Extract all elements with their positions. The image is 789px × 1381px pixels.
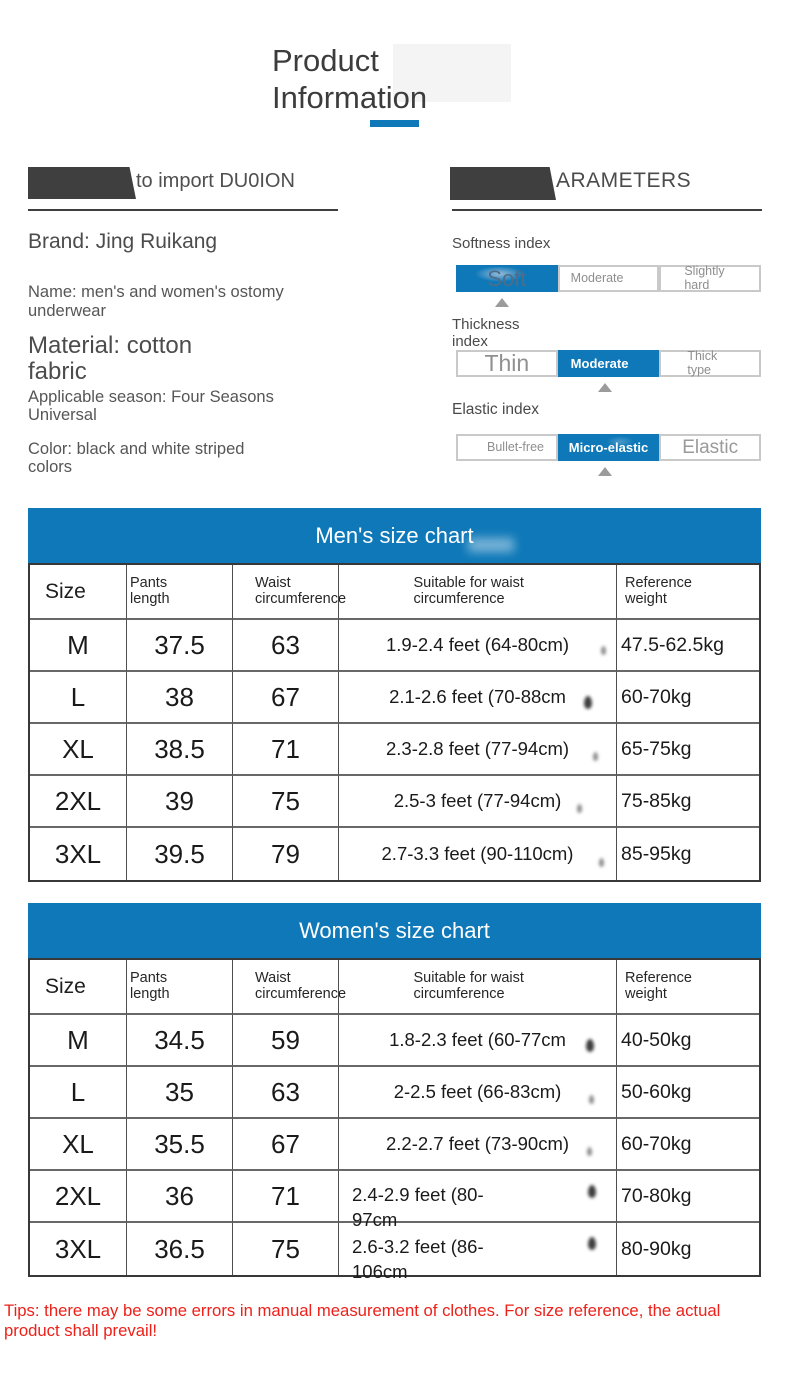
table-cell-waist [233, 1223, 339, 1275]
column-header-waist-label: Waist circumference [255, 970, 347, 1002]
thickness-selection-arrow-icon [598, 383, 612, 392]
thickness-option-thick-type [659, 350, 761, 377]
table-cell-waist [233, 1015, 339, 1067]
softness-option-slightly-hard [659, 265, 761, 292]
column-header-size [30, 960, 127, 1015]
column-header-reference-weight [617, 565, 759, 620]
elastic-selection-arrow-icon [598, 467, 612, 476]
table-cell-waist [233, 828, 339, 880]
ink-smudge-artifact [599, 858, 604, 867]
table-cell-suitable-waist [339, 828, 617, 880]
cell-value: 36 [165, 1180, 194, 1211]
table-cell-waist [233, 776, 339, 828]
column-header-waist [233, 960, 347, 1015]
cell-value: 2.2-2.7 feet (73-90cm) [385, 1133, 570, 1154]
cell-value: XL [62, 1128, 94, 1159]
cell-value: M [67, 629, 89, 660]
thickness-option-thick-type-label: Thick type [687, 349, 718, 377]
cell-value: 63 [271, 629, 300, 660]
ink-smudge-artifact [588, 1185, 596, 1198]
table-cell-suitable-waist [339, 672, 617, 724]
cell-value: 75 [271, 1233, 300, 1264]
cell-value: 35 [165, 1076, 194, 1107]
table-cell-reference-weight [617, 1015, 759, 1067]
elastic-option-bullet-free [456, 434, 558, 461]
table-cell-size [30, 1067, 127, 1119]
table-cell-suitable-waist [339, 1067, 617, 1119]
cell-value: 70-80kg [621, 1184, 692, 1207]
thickness-option-thin [456, 350, 558, 377]
cell-value: 2.3-2.8 feet (77-94cm) [385, 738, 570, 759]
cell-value: 65-75kg [621, 737, 692, 760]
table-cell-size [30, 1119, 127, 1171]
ink-smudge-artifact [586, 1039, 594, 1052]
cell-value: 35.5 [154, 1128, 205, 1159]
column-header-pants-length-label: Pants length [130, 575, 170, 607]
cell-value: 2-2.5 feet (66-83cm) [393, 1081, 562, 1102]
elastic-option-bullet-free-label: Bullet-free [487, 439, 544, 454]
right-section-header: ARAMETERS [556, 169, 692, 192]
column-header-waist [233, 565, 347, 620]
detail-season: Applicable season: Four Seasons Universal [28, 388, 274, 424]
table-cell-reference-weight [617, 1171, 759, 1223]
elastic-option-micro-elastic [558, 434, 660, 461]
mens-size-chart [28, 508, 761, 882]
column-header-suitable-waist-label: Suitable for waist circumference [413, 970, 524, 1002]
table-cell-suitable-waist [339, 776, 617, 828]
elastic-option-elastic [659, 434, 761, 461]
softness-option-moderate-label: Moderate [570, 270, 624, 285]
cell-value: L [70, 681, 86, 712]
column-header-pants-length-label: Pants length [130, 970, 170, 1002]
cell-value: L [70, 1076, 86, 1107]
left-section-header: to import DU0ION [136, 170, 295, 192]
cell-value: 80-90kg [621, 1237, 692, 1260]
column-header-suitable-waist [339, 960, 617, 1015]
table-cell-suitable-waist [339, 620, 617, 672]
column-header-size-label: Size [45, 974, 86, 998]
cell-value: 60-70kg [621, 685, 692, 708]
ink-smudge-artifact [577, 804, 582, 813]
table-cell-size [30, 1171, 127, 1223]
column-header-pants-length [127, 565, 233, 620]
column-header-reference-weight-label: Reference weight [625, 970, 692, 1002]
cell-value: 75 [271, 785, 300, 816]
product-parameters [452, 236, 764, 488]
ink-smudge-artifact [589, 1095, 594, 1104]
table-cell-size [30, 1223, 127, 1275]
cell-value: 59 [271, 1024, 300, 1055]
table-cell-pants-length [127, 1015, 233, 1067]
ink-smudge-artifact [593, 752, 598, 761]
cell-value: 2.5-3 feet (77-94cm) [393, 790, 562, 811]
cell-value: 36.5 [154, 1233, 205, 1264]
cell-value: XL [62, 733, 94, 764]
tips-text: Tips: there may be some errors in manual measurement of clothes. For size reference, the actual product shall prevail! [4, 1301, 721, 1340]
table-cell-waist [233, 1171, 339, 1223]
table-cell-size [30, 672, 127, 724]
womens-size-chart [28, 903, 761, 1282]
cell-value: 37.5 [154, 629, 205, 660]
softness-option-slightly-hard-label: Slightly hard [684, 264, 725, 292]
cell-value: 2.6-3.2 feet (86-106cm [352, 1236, 484, 1282]
softness-option-moderate [558, 265, 660, 292]
column-header-size-label: Size [45, 579, 86, 603]
cell-value: 38 [165, 681, 194, 712]
cell-value: 79 [271, 838, 300, 869]
table-cell-reference-weight [617, 1223, 759, 1275]
cell-value: 39 [165, 785, 194, 816]
softness-index-label: Softness index [452, 235, 551, 252]
softness-selection-arrow-icon [495, 298, 509, 307]
table-cell-pants-length [127, 724, 233, 776]
column-header-reference-weight-label: Reference weight [625, 575, 692, 607]
thickness-option-moderate [558, 350, 660, 377]
elastic-option-micro-elastic-label: Micro-elastic [568, 439, 649, 455]
redacted-box-left [28, 167, 136, 199]
elastic-option-elastic-label: Elastic [682, 436, 739, 458]
column-header-waist-label: Waist circumference [255, 575, 347, 607]
table-cell-reference-weight [617, 620, 759, 672]
table-cell-pants-length [127, 1223, 233, 1275]
table-cell-pants-length [127, 776, 233, 828]
left-section-rule [28, 209, 338, 211]
table-cell-waist [233, 1067, 339, 1119]
page-title-line2: Information [272, 80, 428, 115]
cell-value: 67 [271, 681, 300, 712]
table-cell-suitable-waist [339, 1015, 617, 1067]
table-cell-reference-weight [617, 828, 759, 880]
thickness-index-label: Thickness index [452, 316, 520, 350]
cell-value: 47.5-62.5kg [621, 633, 724, 656]
detail-material: Material: cotton fabric [28, 332, 193, 385]
womens-size-chart-grid [28, 958, 761, 1282]
table-cell-reference-weight [617, 1119, 759, 1171]
table-cell-size [30, 620, 127, 672]
redacted-box-right [450, 167, 556, 200]
table-cell-size [30, 1015, 127, 1067]
table-cell-size [30, 776, 127, 828]
table-cell-waist [233, 724, 339, 776]
cell-value: 2XL [54, 785, 102, 816]
cell-value: 71 [271, 733, 300, 764]
thickness-option-thin-label: Thin [484, 350, 530, 376]
table-cell-suitable-waist [339, 724, 617, 776]
cell-value: 50-60kg [621, 1080, 692, 1103]
column-header-suitable-waist [339, 565, 617, 620]
thickness-index-bar [456, 350, 761, 377]
elastic-index-label: Elastic index [452, 401, 540, 418]
softness-option-soft [456, 265, 558, 292]
table-cell-reference-weight [617, 724, 759, 776]
column-header-size [30, 565, 127, 620]
right-section-rule [452, 209, 762, 211]
womens-size-chart-title: Women's size chart [28, 903, 761, 958]
table-cell-reference-weight [617, 776, 759, 828]
cell-value: 2.1-2.6 feet (70-88cm [389, 686, 566, 707]
cell-value: 1.9-2.4 feet (64-80cm) [385, 634, 570, 655]
ink-smudge-artifact [588, 1237, 596, 1250]
softness-index-bar [456, 265, 761, 292]
cell-value: 2.7-3.3 feet (90-110cm) [381, 843, 574, 864]
table-cell-reference-weight [617, 672, 759, 724]
cell-value: 2.4-2.9 feet (80-97cm [352, 1184, 484, 1230]
cell-value: 40-50kg [621, 1028, 692, 1051]
cell-value: M [67, 1024, 89, 1055]
cell-value: 3XL [54, 838, 102, 869]
elastic-index-bar [456, 434, 761, 461]
table-cell-waist [233, 672, 339, 724]
table-cell-pants-length [127, 1119, 233, 1171]
softness-option-soft-label: Soft [487, 265, 527, 291]
table-cell-suitable-waist [339, 1119, 617, 1171]
mens-size-chart-title: Men's size chart [28, 508, 761, 563]
cell-value: 63 [271, 1076, 300, 1107]
table-cell-pants-length [127, 620, 233, 672]
ink-smudge-artifact [601, 646, 606, 655]
table-cell-suitable-waist [339, 1171, 617, 1230]
cell-value: 85-95kg [621, 842, 692, 865]
page-title-line1: Product [272, 43, 379, 78]
table-cell-reference-weight [617, 1067, 759, 1119]
cell-value: 34.5 [154, 1024, 205, 1055]
table-cell-size [30, 828, 127, 880]
detail-brand: Brand: Jing Ruikang [28, 230, 218, 253]
cell-value: 1.8-2.3 feet (60-77cm [389, 1029, 566, 1050]
cell-value: 67 [271, 1128, 300, 1159]
cell-value: 38.5 [154, 733, 205, 764]
mens-size-chart-grid [28, 563, 761, 882]
cell-value: 39.5 [154, 838, 205, 869]
ink-smudge-artifact [584, 696, 592, 709]
cell-value: 60-70kg [621, 1132, 692, 1155]
table-cell-pants-length [127, 672, 233, 724]
ink-smudge-artifact [587, 1147, 592, 1156]
table-cell-pants-length [127, 1067, 233, 1119]
page-title [272, 42, 427, 116]
detail-color: Color: black and white striped colors [28, 440, 245, 476]
table-cell-pants-length [127, 828, 233, 880]
table-cell-waist [233, 1119, 339, 1171]
table-cell-size [30, 724, 127, 776]
column-header-pants-length [127, 960, 233, 1015]
column-header-reference-weight [617, 960, 759, 1015]
cell-value: 2XL [54, 1180, 102, 1211]
thickness-option-moderate-label: Moderate [570, 355, 629, 371]
table-cell-waist [233, 620, 339, 672]
table-cell-pants-length [127, 1171, 233, 1223]
title-underline-bar [370, 120, 419, 127]
cell-value: 3XL [54, 1233, 102, 1264]
table-cell-suitable-waist [339, 1223, 617, 1282]
detail-name: Name: men's and women's ostomy underwear [28, 283, 284, 320]
cell-value: 75-85kg [621, 789, 692, 812]
cell-value: 71 [271, 1180, 300, 1211]
column-header-suitable-waist-label: Suitable for waist circumference [413, 575, 524, 607]
